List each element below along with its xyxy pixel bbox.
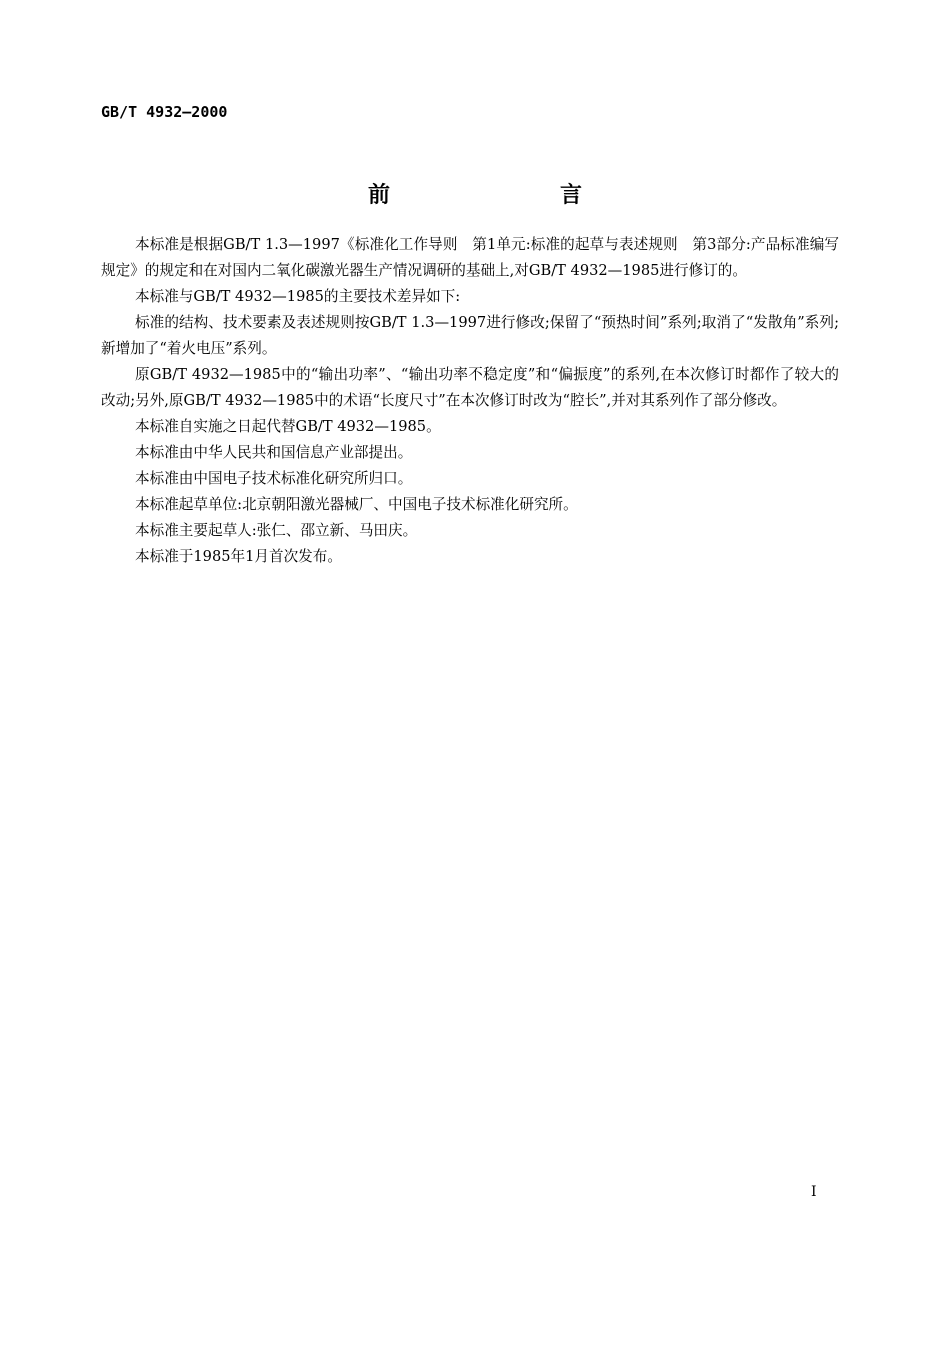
paragraph-first-issue: 本标准于1985年1月首次发布。 xyxy=(135,548,342,565)
paragraph-drafting-units: 本标准起草单位:北京朝阳激光器械厂、中国电子技术标准化研究所。 xyxy=(135,496,578,513)
paragraph-series-changes: 原GB/T 4932—1985中的“输出功率”、“输出功率不稳定度”和“偏振度”的系列,在本次修订时都作了较大的改动;另外,原GB/T 4932—1985中的术语“长度尺寸”在本次修订时改为“腔长”,并对其系列作了部分修改。 xyxy=(101,366,839,409)
page-title: 前 言 xyxy=(367,182,656,208)
page-number: I xyxy=(811,1184,817,1200)
paragraph-administrator: 本标准由中国电子技术标准化研究所归口。 xyxy=(135,470,413,487)
foreword-body xyxy=(101,232,839,570)
paragraph-drafters: 本标准主要起草人:张仁、邵立新、马田庆。 xyxy=(135,522,418,539)
paragraph-replacement: 本标准自实施之日起代替GB/T 4932—1985。 xyxy=(135,418,441,435)
paragraph-basis: 本标准是根据GB/T 1.3—1997《标准化工作导则 第1单元:标准的起草与表述规则 第3部分:产品标准编写规定》的规定和在对国内二氧化碳激光器生产情况调研的基础上,对GB/T 4932—1985进行修订的。 xyxy=(101,236,839,279)
paragraph-proposer: 本标准由中华人民共和国信息产业部提出。 xyxy=(135,444,413,461)
standard-code: GB/T 4932—2000 xyxy=(101,103,228,121)
paragraph-differences-intro: 本标准与GB/T 4932—1985的主要技术差异如下: xyxy=(135,288,461,305)
paragraph-structure-changes: 标准的结构、技术要素及表述规则按GB/T 1.3—1997进行修改;保留了“预热时间”系列;取消了“发散角”系列;新增加了“着火电压”系列。 xyxy=(101,314,839,357)
